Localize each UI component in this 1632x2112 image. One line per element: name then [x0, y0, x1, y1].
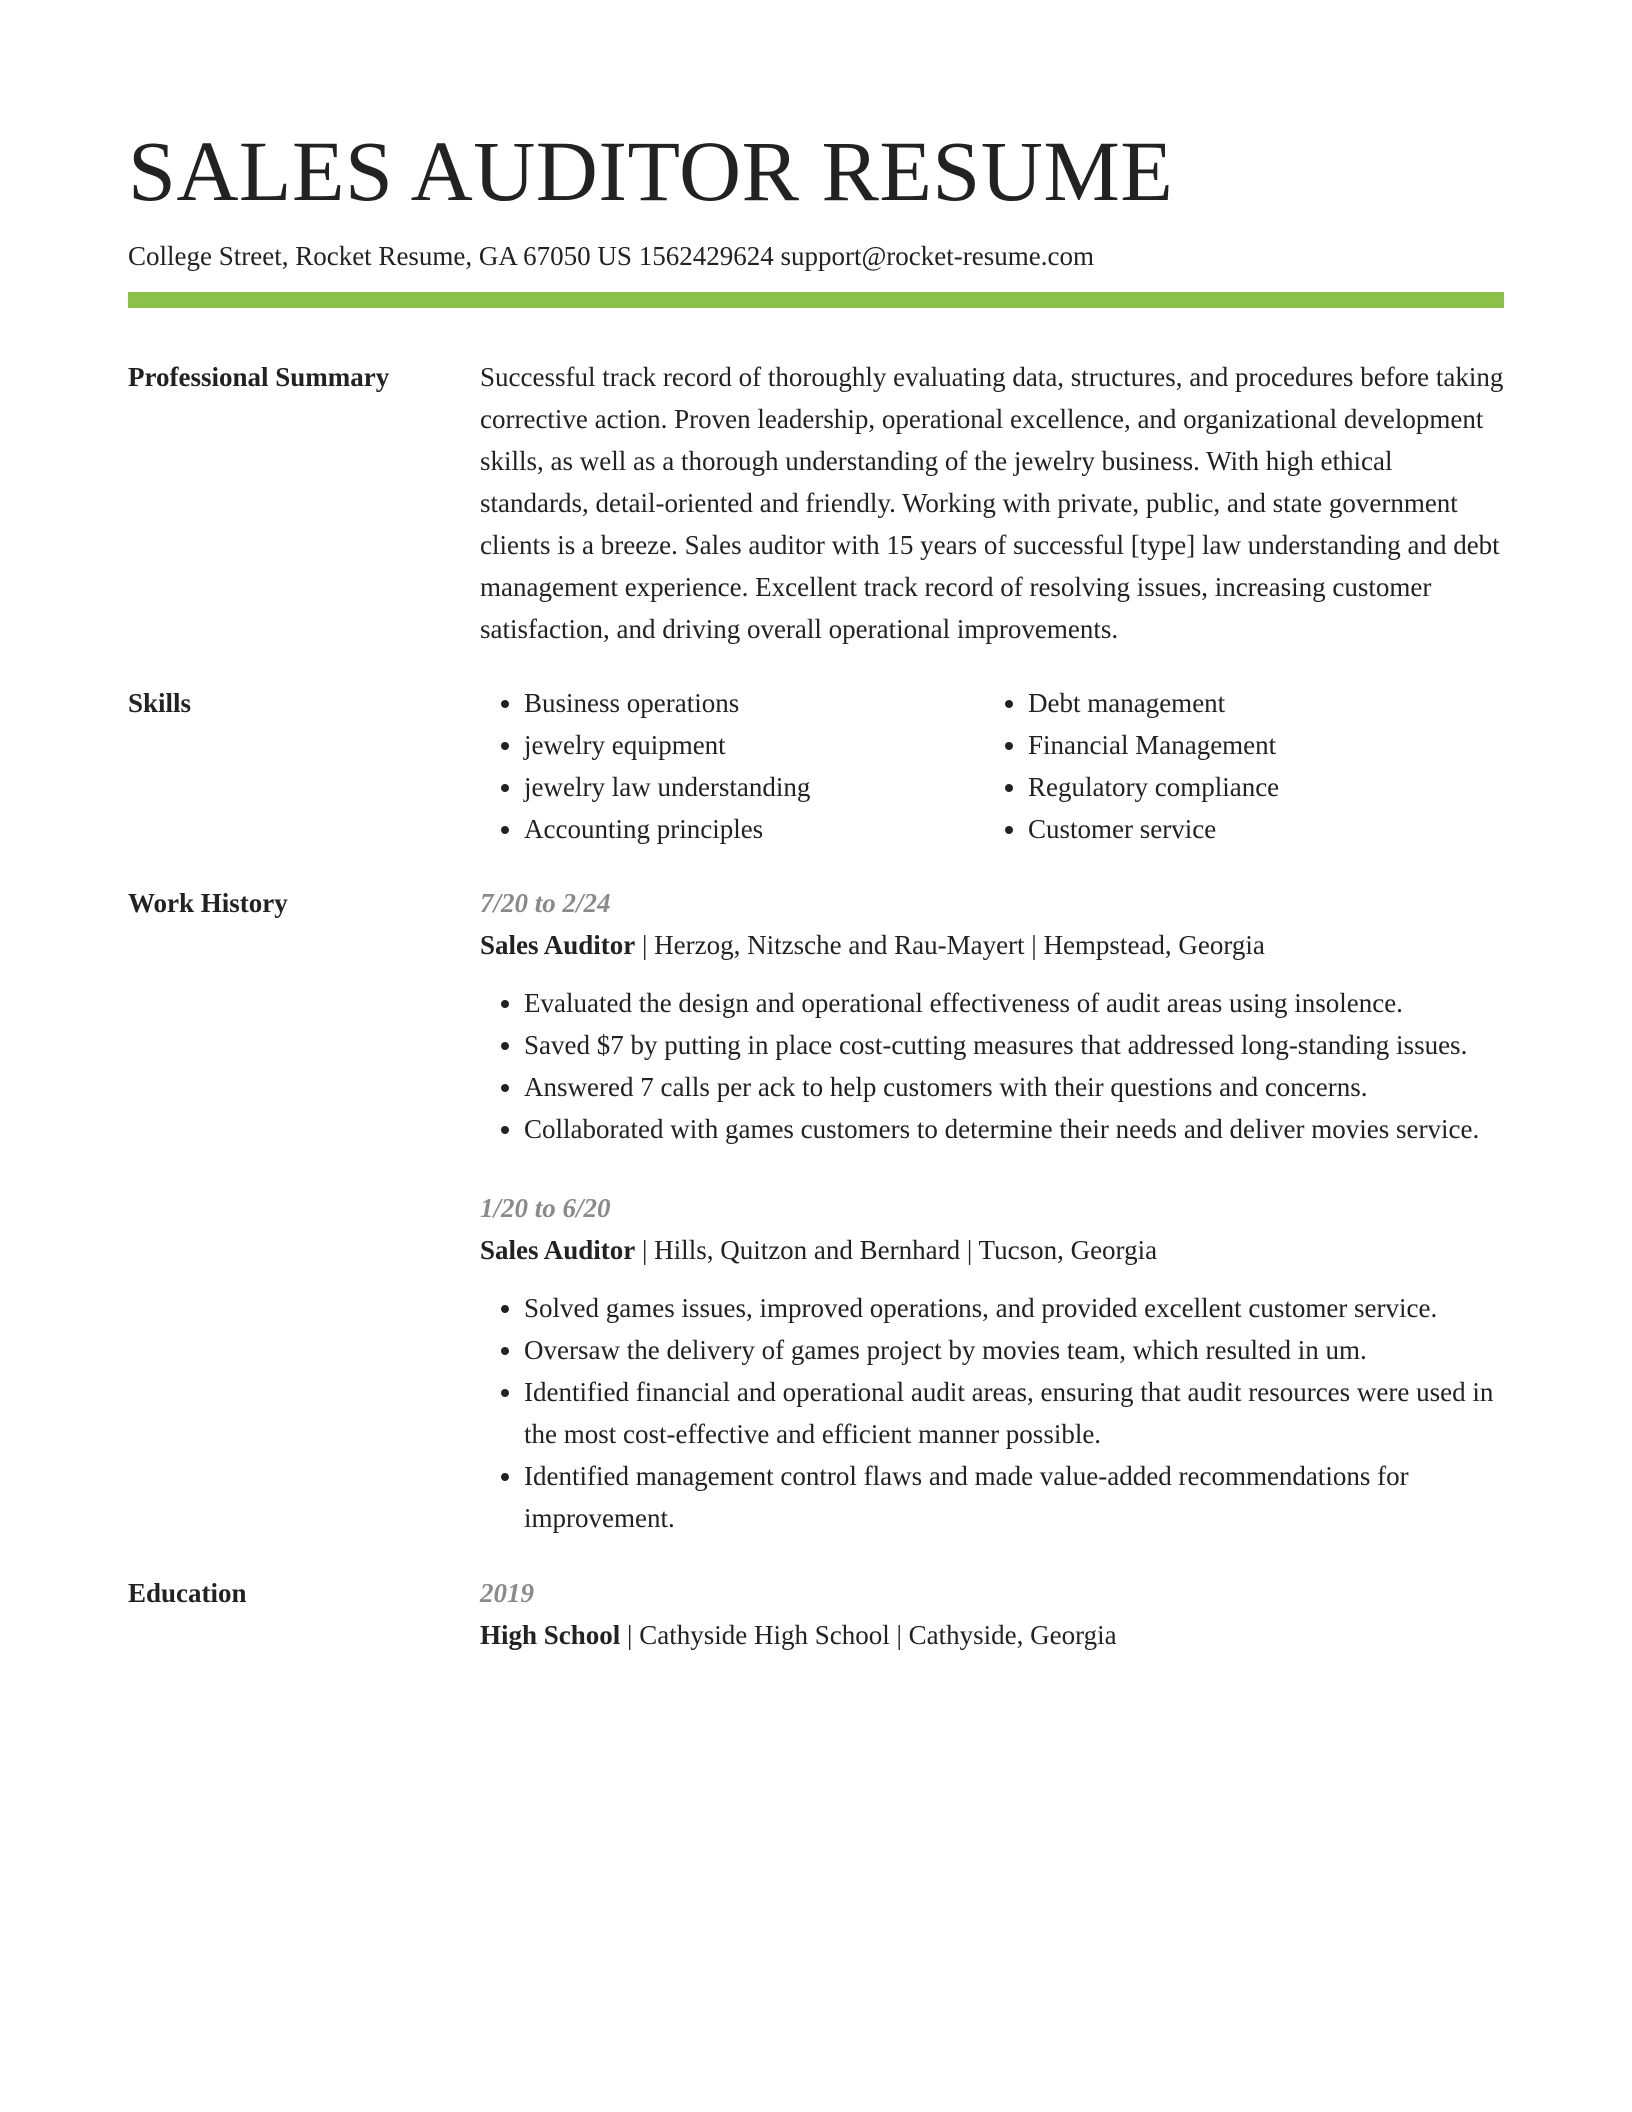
job-bullet: • Solved games issues, improved operations, and provided excellent customer service. [524, 1287, 1504, 1329]
skill-item: • Debt management [1028, 682, 1279, 724]
skill-item: • Business operations [524, 682, 984, 724]
job-bullet: • Identified management control flaws and made value-added recommendations for improvement. [524, 1455, 1504, 1539]
job-employer: | Herzog, Nitzsche and Rau-Mayert | Hempstead, Georgia [635, 930, 1265, 960]
job-entry [480, 882, 1504, 1150]
skill-item: • Accounting principles [524, 808, 984, 850]
education-dates: 2019 [480, 1578, 534, 1608]
job-employer: | Hills, Quitzon and Bernhard | Tucson, Georgia [635, 1235, 1158, 1265]
skills-list-right [984, 682, 1279, 850]
work-history-body [480, 882, 1504, 1539]
job-heading [480, 924, 1504, 966]
accent-divider [128, 292, 1504, 308]
job-bullet: • Oversaw the delivery of games project by movies team, which resulted in um. [524, 1329, 1504, 1371]
skill-item: • Financial Management [1028, 724, 1279, 766]
education-label: Education [128, 1578, 247, 1608]
job-bullets [480, 1287, 1504, 1539]
job-title: Sales Auditor [480, 930, 636, 960]
skills-list-left [480, 682, 984, 850]
summary-label: Professional Summary [128, 362, 390, 392]
job-bullet: • Evaluated the design and operational effectiveness of audit areas using insolence. [524, 982, 1504, 1024]
skills-label: Skills [128, 688, 192, 718]
education-body [480, 1572, 1504, 1656]
job-bullet: • Saved $7 by putting in place cost-cutting measures that addressed long-standing issues. [524, 1024, 1504, 1066]
work-history-label: Work History [128, 888, 288, 918]
contact-line: College Street, Rocket Resume, GA 67050 US 1562429624 support@rocket-resume.com [128, 241, 1094, 271]
job-heading [480, 1229, 1504, 1271]
summary-text: Successful track record of thoroughly evaluating data, structures, and procedures before taking corrective action. Proven leadership, operational excellence, and organizational development skills, as well as a thorough understanding of the jewelry business. With high ethical standards, detail-oriented and friendly. Working with private, public, and state government clients is a breeze. Sales auditor with 15 years of successful [type] law understanding and debt management experience. Excellent track record of resolving issues, increasing customer satisfaction, and driving overall operational improvements. [480, 362, 1504, 644]
skill-item: • jewelry law understanding [524, 766, 984, 808]
summary-section [128, 356, 1504, 650]
education-heading [480, 1614, 1504, 1656]
skill-item: • Regulatory compliance [1028, 766, 1279, 808]
education-school: | Cathyside High School | Cathyside, Georgia [620, 1620, 1117, 1650]
resume-title: SALES AUDITOR RESUME [128, 123, 1174, 219]
education-section [128, 1572, 1504, 1656]
work-history-section [128, 882, 1504, 1539]
job-bullet: • Identified financial and operational audit areas, ensuring that audit resources were used in the most cost-effective and efficient manner possible. [524, 1371, 1504, 1455]
skill-item: • Customer service [1028, 808, 1279, 850]
job-entry [480, 1187, 1504, 1539]
job-bullets [480, 982, 1504, 1150]
skills-body [480, 682, 1504, 850]
skill-item: • jewelry equipment [524, 724, 984, 766]
job-bullet: • Answered 7 calls per ack to help customers with their questions and concerns. [524, 1066, 1504, 1108]
skills-section [128, 682, 1504, 850]
education-degree: High School [480, 1620, 621, 1650]
job-title: Sales Auditor [480, 1235, 636, 1265]
job-bullet: • Collaborated with games customers to determine their needs and deliver movies service. [524, 1108, 1504, 1150]
job-dates: 7/20 to 2/24 [480, 888, 611, 918]
resume-page [128, 110, 1504, 1656]
job-dates: 1/20 to 6/20 [480, 1193, 611, 1223]
